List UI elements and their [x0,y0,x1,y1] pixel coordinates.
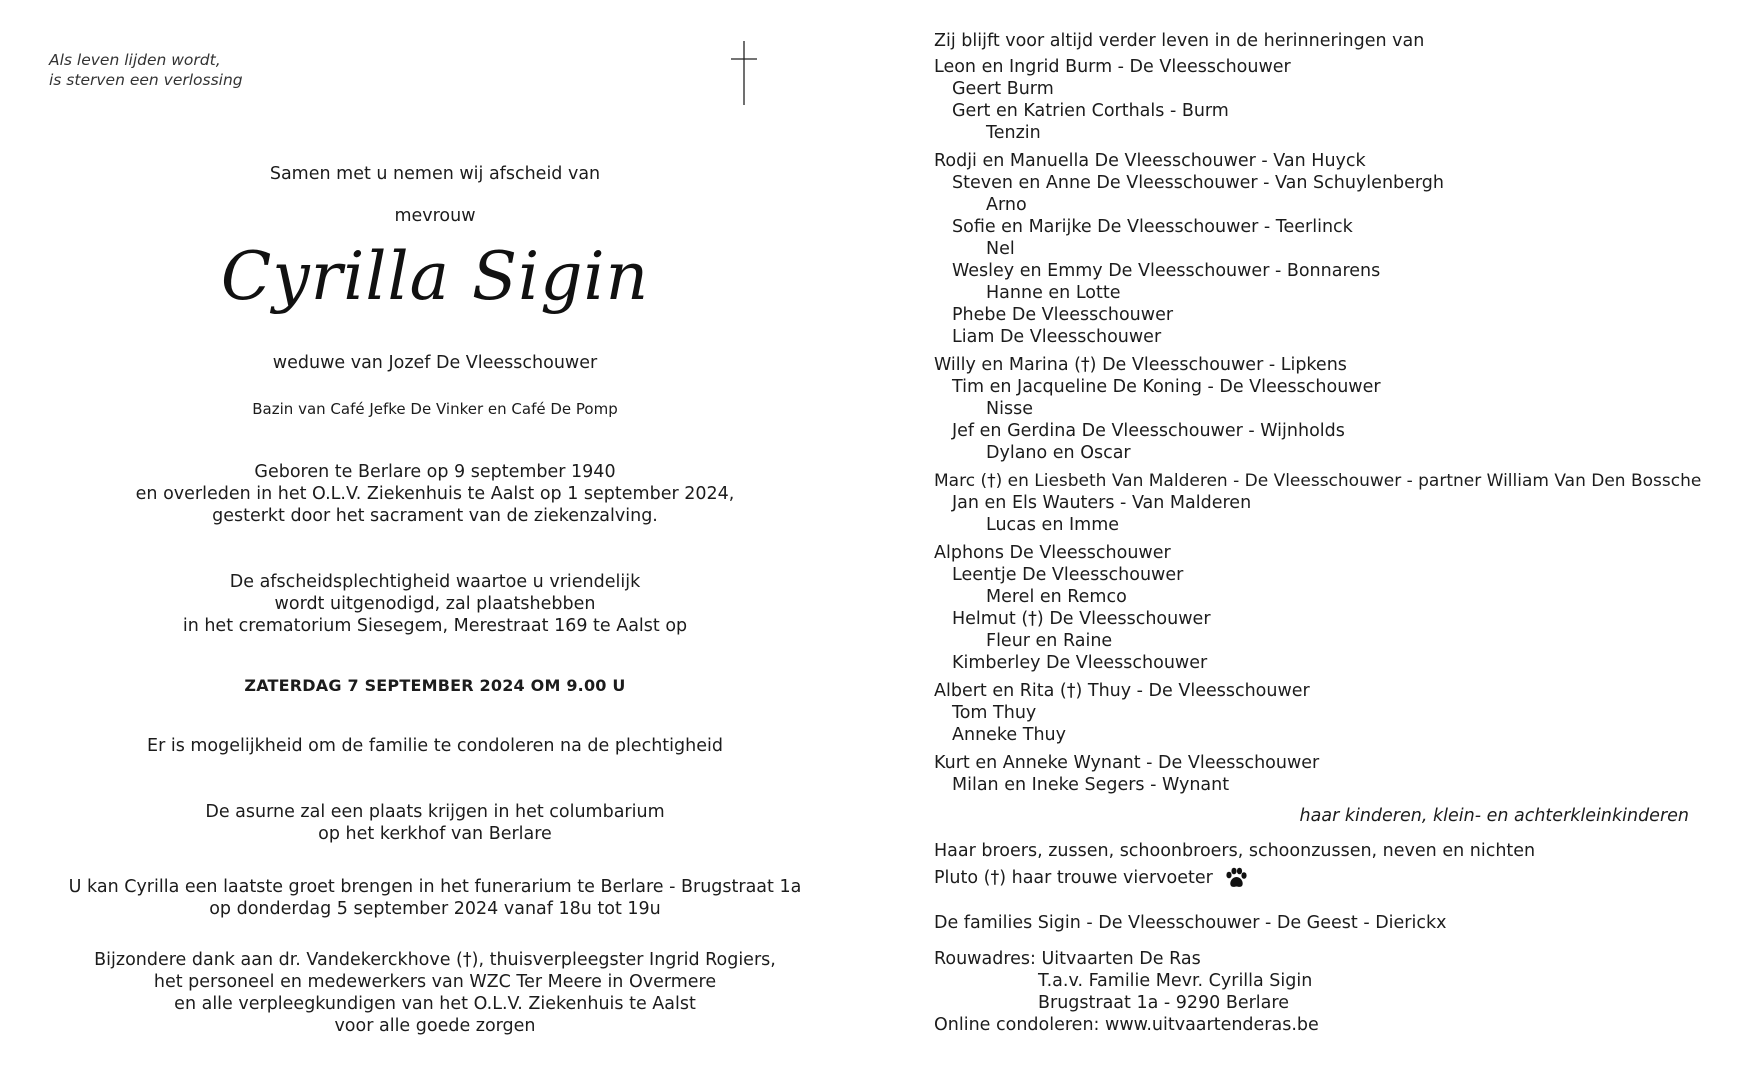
family-member: Leentje De Vleesschouwer [952,565,1184,585]
family-member: Leon en Ingrid Burm - De Vleesschouwer [934,57,1291,77]
ceremony-line: wordt uitgenodigd, zal plaatshebben [274,594,596,614]
family-member: Geert Burm [952,79,1054,99]
cross-icon [731,41,757,105]
visit-line: U kan Cyrilla een laatste groet brengen in het funerarium te Berlare - Brugstraat 1a [68,877,802,897]
families: De families Sigin - De Vleesschouwer - De Geest - Dierickx [934,913,1447,933]
family-member: Tim en Jacqueline De Koning - De Vleesschouwer [952,377,1381,397]
family-member: Kimberley De Vleesschouwer [952,653,1208,673]
siblings: Haar broers, zussen, schoonbroers, schoonzussen, neven en nichten [934,841,1536,861]
family-member: Merel en Remco [986,587,1127,607]
condolence-note: Er is mogelijkheid om de familie te condoleren na de plechtigheid [147,736,723,756]
widow-of: weduwe van Jozef De Vleesschouwer [272,353,598,373]
right-page [934,0,1734,1080]
birth-death [60,461,810,527]
family-member: Arno [986,195,1027,215]
family-member: Jan en Els Wauters - Van Malderen [952,493,1252,513]
thanks-line: Bijzondere dank aan dr. Vandekerckhove (†), thuisverpleegster Ingrid Rogiers, [94,950,776,970]
family-member: Alphons De Vleesschouwer [934,543,1171,563]
family-member: Sofie en Marijke De Vleesschouwer - Teerlinck [952,217,1353,237]
pet-text: Pluto (†) haar trouwe viervoeter [934,868,1213,888]
motto [49,50,243,90]
deceased-name: Cyrilla Sigin [220,238,650,315]
family-member: Jef en Gerdina De Vleesschouwer - Wijnholds [952,421,1345,441]
family-member: Nisse [986,399,1033,419]
ceremony-line: De afscheidsplechtigheid waartoe u vriendelijk [229,572,641,592]
address-line: Brugstraat 1a - 9290 Berlare [1038,993,1289,1013]
visit-info [60,876,810,920]
family-member: Marc (†) en Liesbeth Van Malderen - De Vleesschouwer - partner William Van Den Bossche [934,471,1702,491]
family-member: Anneke Thuy [952,725,1066,745]
family-member: Gert en Katrien Corthals - Burm [952,101,1229,121]
family-member: Helmut (†) De Vleesschouwer [952,609,1211,629]
family-member: Lucas en Imme [986,515,1120,535]
family-member: Wesley en Emmy De Vleesschouwer - Bonnarens [952,261,1381,281]
pet-line [934,867,1248,889]
thanks-line: het personeel en medewerkers van WZC Ter Meere in Overmere [153,972,717,992]
thanks-line: en alle verpleegkundigen van het O.L.V. Ziekenhuis te Aalst [174,994,696,1014]
family-member: Tenzin [986,123,1041,143]
family-member: Willy en Marina (†) De Vleesschouwer - Lipkens [934,355,1347,375]
address-line: Rouwadres: Uitvaarten De Ras [934,949,1201,969]
thanks [60,949,810,1037]
family-member: Fleur en Raine [986,631,1113,651]
urn-line: op het kerkhof van Berlare [318,824,552,844]
family-member: Nel [986,239,1015,259]
paw-print-icon [1224,867,1248,889]
intro: Samen met u nemen wij afscheid van [269,164,601,184]
urn-info [60,801,810,845]
motto-line-1: Als leven lijden wordt, [49,51,221,69]
family-member: Kurt en Anneke Wynant - De Vleesschouwer [934,753,1320,773]
family-member: Dylano en Oscar [986,443,1131,463]
family-heading: Zij blijft voor altijd verder leven in de herinneringen van [934,31,1425,51]
visit-line: op donderdag 5 september 2024 vanaf 18u tot 19u [209,899,661,919]
birth-death-line: en overleden in het O.L.V. Ziekenhuis te Aalst op 1 september 2024, [135,484,735,504]
birth-death-line: gesterkt door het sacrament van de ziekenzalving. [212,506,658,526]
family-member: Phebe De Vleesschouwer [952,305,1174,325]
family-member: Hanne en Lotte [986,283,1121,303]
family-member: Tom Thuy [952,703,1037,723]
address-line: T.a.v. Familie Mevr. Cyrilla Sigin [1038,971,1313,991]
motto-line-2: is sterven een verlossing [49,71,243,89]
family-member: Liam De Vleesschouwer [952,327,1162,347]
ceremony [60,571,810,637]
family-member: Albert en Rita (†) Thuy - De Vleesschouwer [934,681,1310,701]
family-member: Rodji en Manuella De Vleesschouwer - Van Huyck [934,151,1366,171]
family-member: Milan en Ineke Segers - Wynant [952,775,1230,795]
thanks-line: voor alle goede zorgen [334,1016,536,1036]
urn-line: De asurne zal een plaats krijgen in het columbarium [205,802,665,822]
title-prefix: mevrouw [394,206,476,226]
ceremony-line: in het crematorium Siesegem, Merestraat 169 te Aalst op [182,616,688,636]
online-condolence: Online condoleren: www.uitvaartenderas.be [934,1015,1319,1035]
birth-death-line: Geboren te Berlare op 9 september 1940 [254,462,616,482]
ceremony-date: ZATERDAG 7 SEPTEMBER 2024 OM 9.00 U [244,676,626,695]
occupation: Bazin van Café Jefke De Vinker en Café De Pomp [252,400,618,418]
family-member: Steven en Anne De Vleesschouwer - Van Schuylenbergh [952,173,1444,193]
family-caption: haar kinderen, klein- en achterkleinkinderen [1299,806,1689,826]
